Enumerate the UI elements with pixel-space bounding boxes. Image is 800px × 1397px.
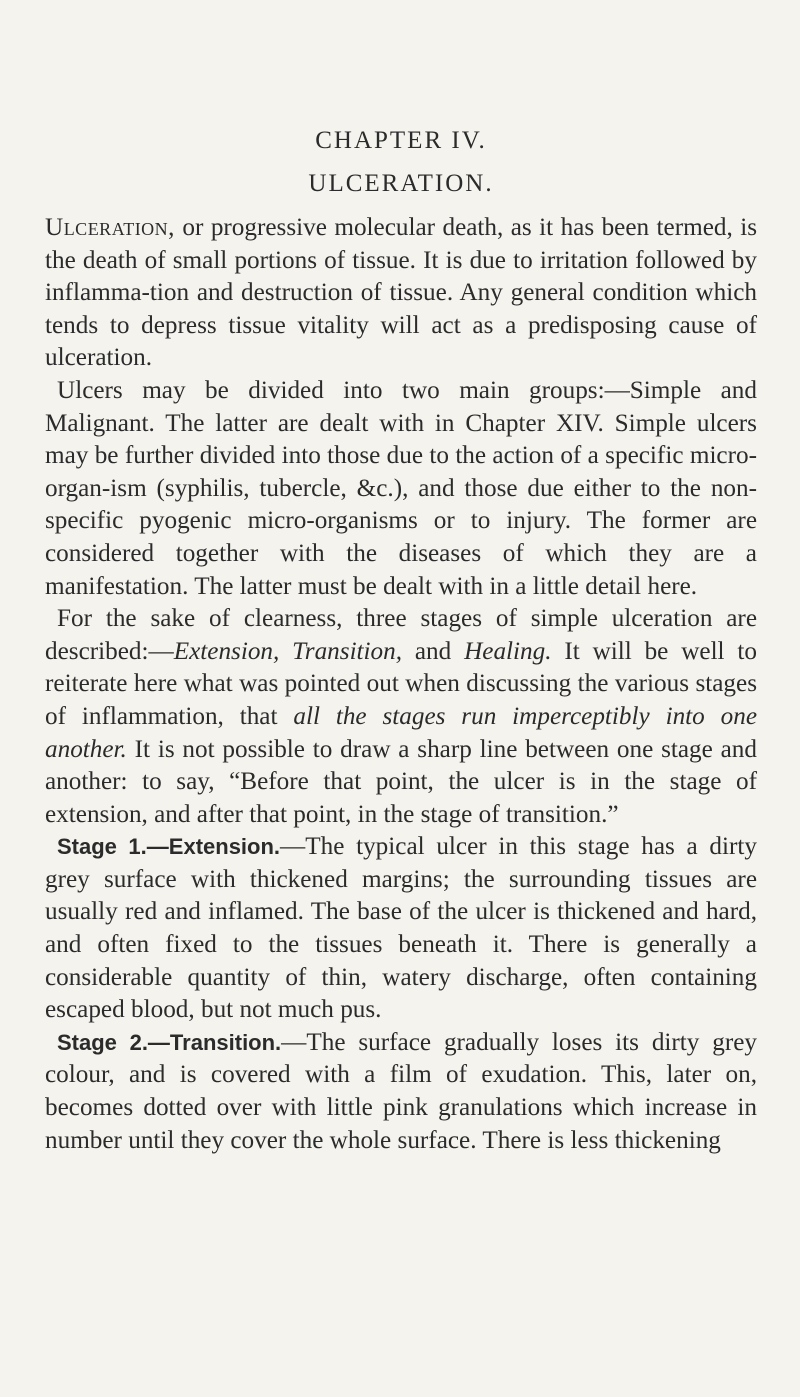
chapter-number: CHAPTER IV. bbox=[315, 127, 487, 154]
stage-names-italic: Extension, Transition, bbox=[173, 637, 403, 665]
chapter-title: ULCERATION. bbox=[308, 170, 494, 197]
paragraph-ulceration-definition bbox=[45, 212, 757, 375]
paragraph-stage-transition bbox=[45, 1027, 757, 1157]
paragraph-ulcer-groups bbox=[45, 375, 757, 603]
stage-heading-transition: Stage 2.—Transition. bbox=[57, 1029, 282, 1055]
paragraph-text: —The surface gradually loses its dirty grey colour, and is covered with a film of exudation. This, later on, becomes dotted over with little pink granulations which increase in number until they cover the whole surface. There is less thickening bbox=[45, 1028, 757, 1154]
paragraph-text: Ulcers may be divided into two main groups:—Simple and Malignant. The latter are dealt with in Chapter XIV. Simple ulcers may be further divided into those due to the action of a specific micro-organ-ism (syphilis, tubercle, &c.), and those due either to the non-specific pyogenic micro-organisms or to injury. The former are considered together with the diseases of which they are a manifestation. The latter must be dealt with in a little detail here. bbox=[45, 376, 757, 600]
stage-heading-extension: Stage 1.—Extension. bbox=[57, 834, 281, 860]
emphasis-imperceptibly: all the stages run imperceptibly into one another. bbox=[45, 702, 757, 763]
paragraph-text: It is not possible to draw a sharp line between one stage and another: to say, “Before that point, the ulcer is in the stage of extension, and after that point, in the stage of transition.” bbox=[45, 735, 757, 828]
paragraph-text: and bbox=[402, 637, 465, 665]
paragraph-text: For the sake of clearness, three stages of simple ulceration are described:— bbox=[45, 605, 757, 665]
book-page bbox=[45, 124, 757, 1157]
paragraph-stages-overview bbox=[45, 603, 757, 831]
stage-name-healing: Healing. bbox=[464, 637, 552, 665]
paragraph-text: It will be well to reiterate here what was pointed out when discussing the various stages of inflammation, that bbox=[45, 637, 757, 730]
paragraph-text: or progressive molecular death, as it has been termed, is the death of small portions of tissue. It is due to irritation followed by inflamma-tion and destruction of tissue. Any general condition which tends to depress tissue vitality will act as a predisposing cause of ulceration. bbox=[45, 214, 757, 372]
paragraph-text: —The typical ulcer in this stage has a dirty grey surface with thickened margins; the surrounding tissues are usually red and inflamed. The base of the ulcer is thickened and hard, and often fixed to the tissues beneath it. There is generally a considerable quantity of thin, watery discharge, often containing escaped blood, but not much pus. bbox=[45, 833, 757, 1024]
paragraph-stage-extension bbox=[45, 831, 757, 1027]
paragraph-lead-word: Ulceration, bbox=[45, 214, 175, 241]
